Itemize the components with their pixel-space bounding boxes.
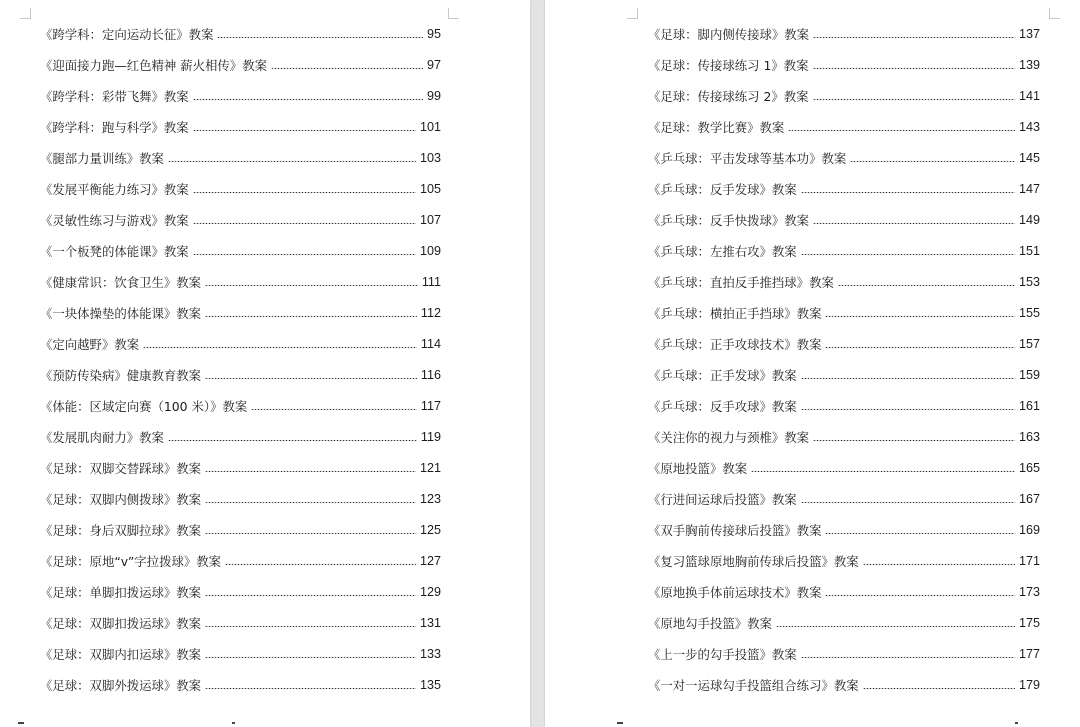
toc-entry-page-number: 177 <box>1018 646 1040 661</box>
toc-dot-leader <box>205 502 416 503</box>
margin-corner-mark <box>617 722 623 724</box>
toc-entry[interactable] <box>648 669 1040 700</box>
toc-entry-title: 《足球：双脚内侧拨球》教案 <box>40 491 202 507</box>
toc-entry-page-number: 179 <box>1018 677 1040 692</box>
toc-entry[interactable] <box>648 514 1040 545</box>
toc-entry-title: 《复习篮球原地胸前传球后投篮》教案 <box>648 553 859 569</box>
toc-entry-page-number: 103 <box>419 150 441 165</box>
toc-entry[interactable] <box>40 638 441 669</box>
toc-entry[interactable] <box>648 638 1040 669</box>
toc-entry[interactable] <box>40 421 441 452</box>
toc-entry-title: 《乒乓球：反手攻球》教案 <box>648 398 797 414</box>
toc-dot-leader <box>751 471 1015 472</box>
toc-entry-title: 《乒乓球：反手发球》教案 <box>648 181 797 197</box>
toc-entry-title: 《一个板凳的体能课》教案 <box>40 243 189 259</box>
toc-entry-page-number: 95 <box>426 26 441 41</box>
toc-dot-leader <box>205 626 416 627</box>
toc-dot-leader <box>863 564 1015 565</box>
toc-entry[interactable] <box>648 390 1040 421</box>
margin-corner-mark <box>1049 8 1060 19</box>
toc-entry-title: 《上一步的勾手投篮》教案 <box>648 646 797 662</box>
toc-entry-page-number: 169 <box>1018 522 1040 537</box>
toc-list <box>40 18 441 700</box>
toc-entry-title: 《发展平衡能力练习》教案 <box>40 181 189 197</box>
toc-dot-leader <box>788 130 1015 131</box>
toc-entry-title: 《乒乓球：正手发球》教案 <box>648 367 797 383</box>
toc-entry-page-number: 159 <box>1018 367 1040 382</box>
toc-dot-leader <box>251 409 417 410</box>
toc-entry-title: 《足球：身后双脚拉球》教案 <box>40 522 202 538</box>
margin-corner-mark <box>448 8 459 19</box>
toc-entry[interactable] <box>648 483 1040 514</box>
toc-entry-page-number: 141 <box>1018 88 1040 103</box>
margin-corner-mark <box>20 8 31 19</box>
margin-corner-mark <box>18 722 24 724</box>
toc-entry-page-number: 131 <box>419 615 441 630</box>
toc-entry-title: 《一对一运球勾手投篮组合练习》教案 <box>648 677 859 693</box>
toc-entry-title: 《足球：双脚交替踩球》教案 <box>40 460 202 476</box>
toc-entry-page-number: 163 <box>1018 429 1040 444</box>
toc-entry-title: 《健康常识：饮食卫生》教案 <box>40 274 202 290</box>
toc-entry[interactable] <box>648 142 1040 173</box>
toc-entry[interactable] <box>40 266 441 297</box>
toc-entry-title: 《跨学科：定向运动长征》教案 <box>40 26 214 42</box>
toc-entry[interactable] <box>40 483 441 514</box>
toc-entry-title: 《足球：单脚扣拨运球》教案 <box>40 584 202 600</box>
toc-entry[interactable] <box>648 452 1040 483</box>
toc-dot-leader <box>205 378 417 379</box>
toc-entry-title: 《乒乓球：左推右攻》教案 <box>648 243 797 259</box>
margin-corner-mark <box>627 8 638 19</box>
toc-entry[interactable] <box>40 18 441 49</box>
toc-entry-title: 《足球：原地“v”字拉拨球》教案 <box>40 553 222 569</box>
toc-entry-title: 《足球：传接球练习 2》教案 <box>648 88 809 104</box>
toc-entry-page-number: 173 <box>1018 584 1040 599</box>
toc-entry-title: 《原地勾手投篮》教案 <box>648 615 772 631</box>
toc-dot-leader <box>205 688 416 689</box>
toc-dot-leader <box>193 192 416 193</box>
toc-dot-leader <box>825 347 1015 348</box>
toc-dot-leader <box>801 657 1015 658</box>
toc-entry[interactable] <box>648 204 1040 235</box>
toc-entry[interactable] <box>648 111 1040 142</box>
toc-dot-leader <box>850 161 1015 162</box>
toc-dot-leader <box>801 254 1015 255</box>
toc-entry-title: 《关注你的视力与颈椎》教案 <box>648 429 810 445</box>
toc-entry[interactable] <box>40 669 441 700</box>
toc-entry-title: 《足球：脚内侧传接球》教案 <box>648 26 810 42</box>
toc-entry[interactable] <box>40 452 441 483</box>
toc-entry[interactable] <box>648 80 1040 111</box>
toc-entry-title: 《双手胸前传接球后投篮》教案 <box>648 522 822 538</box>
toc-entry-title: 《发展肌肉耐力》教案 <box>40 429 164 445</box>
toc-entry-title: 《乒乓球：横拍正手挡球》教案 <box>648 305 822 321</box>
toc-entry-title: 《乒乓球：反手快拨球》教案 <box>648 212 810 228</box>
toc-entry-title: 《原地换手体前运球技术》教案 <box>648 584 822 600</box>
toc-dot-leader <box>863 688 1015 689</box>
toc-entry-title: 《灵敏性练习与游戏》教案 <box>40 212 189 228</box>
toc-entry[interactable] <box>40 80 441 111</box>
toc-entry-page-number: 127 <box>419 553 441 568</box>
document-page-right <box>545 0 1080 727</box>
toc-entry-title: 《体能：区域定向赛（100 米）》教案 <box>40 398 248 414</box>
toc-dot-leader <box>205 533 416 534</box>
toc-entry-title: 《行进间运球后投篮》教案 <box>648 491 797 507</box>
toc-entry[interactable] <box>648 576 1040 607</box>
toc-entry-page-number: 112 <box>420 305 441 320</box>
toc-entry-page-number: 155 <box>1018 305 1040 320</box>
toc-entry-title: 《跨学科：跑与科学》教案 <box>40 119 189 135</box>
toc-dot-leader <box>193 99 423 100</box>
toc-entry-title: 《跨学科：彩带飞舞》教案 <box>40 88 189 104</box>
toc-entry-title: 《乒乓球：平击发球等基本功》教案 <box>648 150 847 166</box>
toc-entry[interactable] <box>648 421 1040 452</box>
toc-entry-page-number: 116 <box>420 367 441 382</box>
toc-entry[interactable] <box>40 297 441 328</box>
toc-entry-title: 《预防传染病》健康教育教案 <box>40 367 202 383</box>
toc-entry-page-number: 99 <box>426 88 441 103</box>
toc-entry-title: 《足球：双脚内扣运球》教案 <box>40 646 202 662</box>
toc-entry-page-number: 161 <box>1018 398 1040 413</box>
toc-entry-page-number: 171 <box>1018 553 1040 568</box>
toc-entry[interactable] <box>648 235 1040 266</box>
toc-entry-title: 《足球：传接球练习 1》教案 <box>648 57 809 73</box>
toc-dot-leader <box>168 440 417 441</box>
toc-dot-leader <box>193 223 416 224</box>
toc-entry-page-number: 119 <box>420 429 441 444</box>
toc-entry[interactable] <box>648 297 1040 328</box>
toc-entry[interactable] <box>648 328 1040 359</box>
toc-dot-leader <box>801 192 1015 193</box>
toc-dot-leader <box>813 37 1015 38</box>
toc-dot-leader <box>813 440 1015 441</box>
toc-entry-page-number: 151 <box>1018 243 1040 258</box>
margin-corner-mark <box>1015 722 1018 724</box>
margin-corner-mark <box>232 722 235 724</box>
toc-entry[interactable] <box>40 607 441 638</box>
toc-dot-leader <box>205 595 416 596</box>
toc-dot-leader <box>825 595 1015 596</box>
toc-entry-page-number: 157 <box>1018 336 1040 351</box>
toc-entry[interactable] <box>648 49 1040 80</box>
toc-dot-leader <box>813 223 1015 224</box>
toc-entry[interactable] <box>40 173 441 204</box>
toc-dot-leader <box>205 657 416 658</box>
toc-entry-title: 《乒乓球：正手攻球技术》教案 <box>648 336 822 352</box>
toc-entry-page-number: 145 <box>1018 150 1040 165</box>
toc-entry-page-number: 153 <box>1018 274 1040 289</box>
toc-dot-leader <box>776 626 1015 627</box>
toc-entry[interactable] <box>648 359 1040 390</box>
toc-entry[interactable] <box>40 514 441 545</box>
toc-entry-page-number: 147 <box>1018 181 1040 196</box>
toc-entry-title: 《定向越野》教案 <box>40 336 140 352</box>
toc-dot-leader <box>813 99 1015 100</box>
toc-entry-page-number: 135 <box>419 677 441 692</box>
toc-entry[interactable] <box>648 266 1040 297</box>
toc-dot-leader <box>205 316 417 317</box>
toc-dot-leader <box>825 316 1015 317</box>
toc-entry-page-number: 133 <box>419 646 441 661</box>
toc-entry[interactable] <box>40 111 441 142</box>
toc-entry-page-number: 117 <box>420 398 441 413</box>
toc-entry[interactable] <box>648 18 1040 49</box>
toc-entry-page-number: 105 <box>419 181 441 196</box>
toc-entry-page-number: 137 <box>1018 26 1040 41</box>
toc-entry[interactable] <box>648 545 1040 576</box>
toc-dot-leader <box>801 409 1015 410</box>
toc-dot-leader <box>193 130 416 131</box>
toc-entry-title: 《一块体操垫的体能课》教案 <box>40 305 202 321</box>
toc-dot-leader <box>825 533 1015 534</box>
toc-entry-page-number: 111 <box>421 274 441 289</box>
toc-entry-page-number: 165 <box>1018 460 1040 475</box>
toc-entry-page-number: 114 <box>420 336 441 351</box>
toc-entry-page-number: 149 <box>1018 212 1040 227</box>
toc-entry-page-number: 125 <box>419 522 441 537</box>
toc-entry-page-number: 139 <box>1018 57 1040 72</box>
toc-entry-page-number: 121 <box>419 460 441 475</box>
toc-entry-page-number: 143 <box>1018 119 1040 134</box>
toc-entry-title: 《足球：双脚扣拨运球》教案 <box>40 615 202 631</box>
toc-entry-title: 《迎面接力跑—红色精神 薪火相传》教案 <box>40 57 267 73</box>
toc-entry[interactable] <box>40 576 441 607</box>
toc-entry-title: 《乒乓球：直拍反手推挡球》教案 <box>648 274 834 290</box>
toc-list <box>648 18 1040 700</box>
toc-entry[interactable] <box>40 545 441 576</box>
toc-entry-page-number: 101 <box>419 119 441 134</box>
toc-entry-page-number: 97 <box>426 57 441 72</box>
toc-entry-page-number: 123 <box>419 491 441 506</box>
toc-dot-leader <box>838 285 1015 286</box>
document-page-left <box>0 0 530 727</box>
toc-entry[interactable] <box>40 359 441 390</box>
toc-entry-page-number: 109 <box>419 243 441 258</box>
toc-dot-leader <box>801 502 1015 503</box>
toc-dot-leader <box>168 161 416 162</box>
toc-entry[interactable] <box>40 390 441 421</box>
toc-dot-leader <box>801 378 1015 379</box>
toc-entry-page-number: 167 <box>1018 491 1040 506</box>
toc-entry[interactable] <box>40 235 441 266</box>
toc-entry[interactable] <box>40 328 441 359</box>
toc-dot-leader <box>205 471 416 472</box>
toc-entry-title: 《足球：双脚外拨运球》教案 <box>40 677 202 693</box>
toc-dot-leader <box>193 254 416 255</box>
toc-entry[interactable] <box>648 173 1040 204</box>
toc-dot-leader <box>143 347 417 348</box>
toc-dot-leader <box>813 68 1015 69</box>
toc-entry-title: 《原地投篮》教案 <box>648 460 748 476</box>
toc-entry[interactable] <box>40 204 441 235</box>
toc-dot-leader <box>217 37 423 38</box>
toc-entry-title: 《腿部力量训练》教案 <box>40 150 164 166</box>
toc-entry[interactable] <box>40 49 441 80</box>
toc-dot-leader <box>205 285 418 286</box>
toc-entry[interactable] <box>40 142 441 173</box>
toc-entry-page-number: 129 <box>419 584 441 599</box>
toc-entry-page-number: 107 <box>419 212 441 227</box>
toc-entry-page-number: 175 <box>1018 615 1040 630</box>
toc-dot-leader <box>271 68 423 69</box>
toc-entry[interactable] <box>648 607 1040 638</box>
toc-dot-leader <box>225 564 416 565</box>
toc-entry-title: 《足球：教学比赛》教案 <box>648 119 785 135</box>
